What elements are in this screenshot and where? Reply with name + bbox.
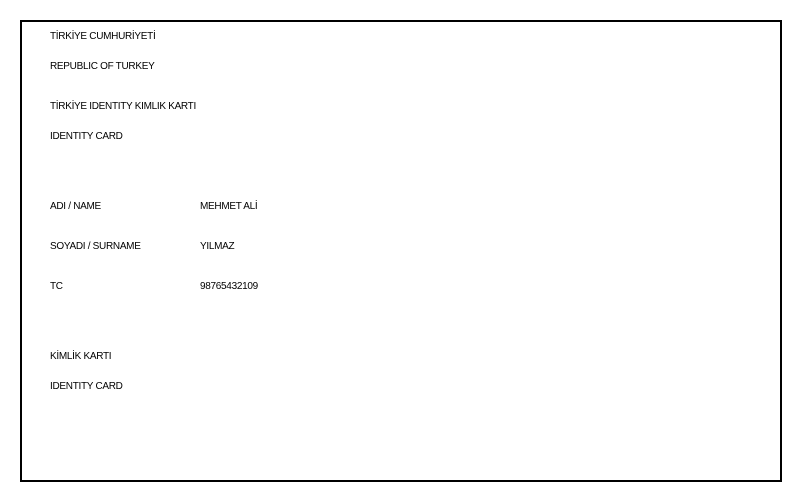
footer-title-en: IDENTITY CARD [50,381,123,392]
tc-value: 98765432109 [200,281,258,292]
footer-title-tr: KİMLİK KARTI [50,351,112,362]
surname-value: YILMAZ [200,241,235,252]
identity-card [20,20,782,482]
country-name-tr: TİRKİYE CUMHURİYETİ [50,31,156,42]
document-title-en: IDENTITY CARD [50,131,123,142]
country-name-en: REPUBLIC OF TURKEY [50,61,155,72]
surname-label: SOYADI / SURNAME [50,241,141,252]
name-label: ADI / NAME [50,201,101,212]
tc-label: TC [50,281,63,292]
name-value: MEHMET ALİ [200,201,258,212]
document-title-tr: TİRKİYE IDENTITY KIMLIK KARTI [50,101,196,112]
